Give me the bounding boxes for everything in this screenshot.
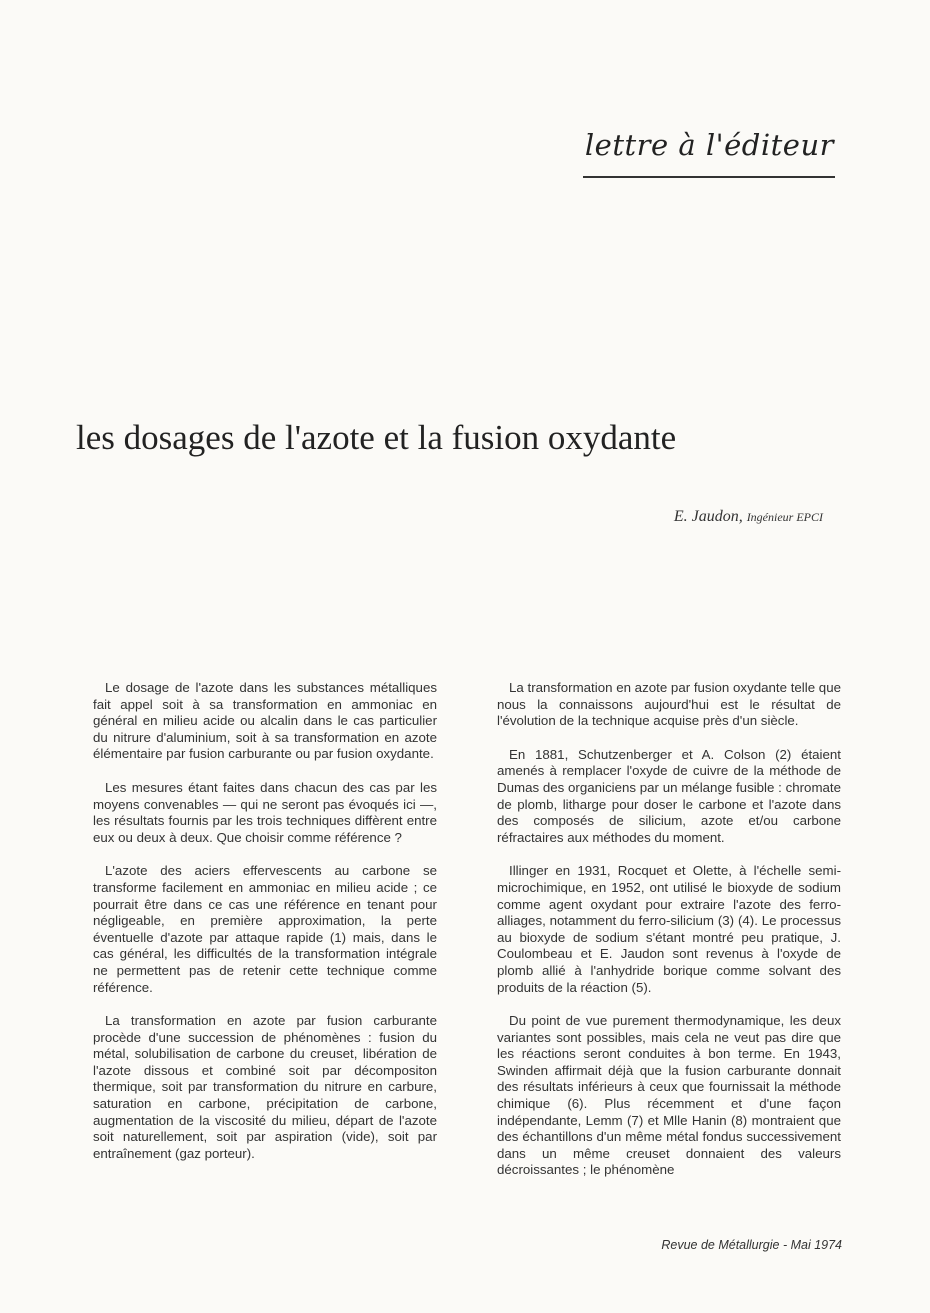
paragraph: Du point de vue purement thermodynamique, les deux variantes sont possibles, mais cela ne veut pas dire que les réactions seront conduites à bon terme. En 1943, Swinden affirmait déjà que la fusion carburante donnait des résultats inférieurs à ceux que fournissait la méthode chimique (6). Plus récemment et d'une façon indépendante, Lemm (7) et Mlle Hanin (8) montraient que des échantillons d'un même métal fondus successivement dans un même creuset donnaient des valeurs décroissantes ; le phénomène [497,1013,841,1178]
paragraph: Les mesures étant faites dans chacun des cas par les moyens convenables — qui ne seront pas évoqués ici —, les résultats fournis par les trois techniques diffèrent entre eux ou deux à deux. Que choisir comme référence ? [93,779,437,845]
right-column [497,680,841,1196]
paragraph: En 1881, Schutzenberger et A. Colson (2) étaient amenés à remplacer l'oxyde de cuivre de la méthode de Dumas des organiciens par un mélange fusible : chromate de plomb, litharge pour doser le carbone et l'azote dans des composés de silicium, azote et/ou carbone réfractaires aux méthodes du moment. [497,746,841,845]
journal-footer: Revue de Métallurgie - Mai 1974 [661,1238,842,1252]
author-affiliation: Ingénieur EPCI [746,510,823,524]
paragraph: Le dosage de l'azote dans les substances métalliques fait appel soit à sa transformation en ammoniac en général en milieu acide ou alcalin dans le cas particulier du nitrure d'aluminium, soit à sa transformation en azote élémentaire par fusion carburante ou par fusion oxydante. [93,680,437,762]
left-column [93,680,437,1179]
paragraph: La transformation en azote par fusion oxydante telle que nous la connaissons aujourd'hui est le résultat de l'évolution de la technique acquise près d'un siècle. [497,680,841,729]
paragraph: Illinger en 1931, Rocquet et Olette, à l'échelle semi-microchimique, en 1952, ont utilisé le bioxyde de sodium comme agent oxydant pour extraire l'azote des ferro-alliages, notamment du ferro-silicium (3) (4). Le processus au bioxyde de sodium s'étant montré peu pratique, J. Coulombeau et E. Jaudon sont revenus à l'oxyde de plomb allié à l'anhydride borique comme solvant des produits de la réaction (5). [497,863,841,995]
article-title: les dosages de l'azote et la fusion oxydante [76,418,677,457]
author-name: E. Jaudon, [673,508,743,525]
byline [674,508,823,526]
paragraph: L'azote des aciers effervescents au carbone se transforme facilement en ammoniac en milieu acide ; ce pourrait être dans ce cas une référence en tenant pour négligeable, en première approximation, la perte éventuelle d'azote par attaque rapide (1) mais, dans le cas général, les difficultés de la transformation intégrale ne permettent pas de retenir cette technique comme référence. [93,863,437,995]
paragraph: La transformation en azote par fusion carburante procède d'une succession de phénomènes : fusion du métal, solubilisation de carbone du creuset, libération de l'azote dissous et combiné soit par décompositon thermique, soit par transformation du nitrure en carbure, saturation en carbone, précipitation de carbone, augmentation de la viscosité du milieu, départ de l'azote soit naturellement, soit par aspiration (vide), soit par entraînement (gaz porteur). [93,1013,437,1161]
section-heading: lettre à l'éditeur [584,128,834,162]
section-divider [583,176,835,178]
